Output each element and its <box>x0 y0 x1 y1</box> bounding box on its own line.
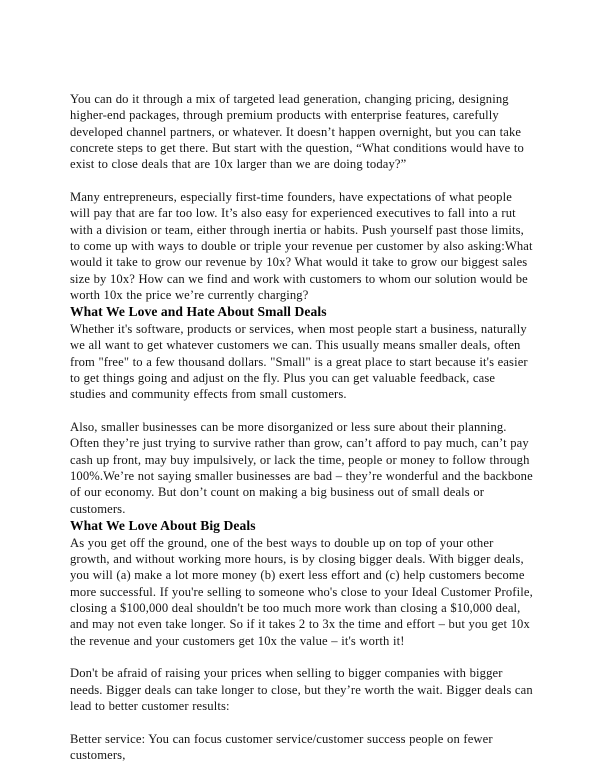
document-body <box>70 91 533 763</box>
heading-big-deals: What We Love About Big Deals <box>70 518 256 534</box>
paragraph-better-service: Better service: You can focus customer service/customer success people on fewer customers, <box>70 731 493 763</box>
paragraph-entrepreneur-expectations: Many entrepreneurs, especially first-time founders, have expectations of what people will pay that are far too low. It’s also easy for experienced executives to fall into a rut with a division or team, either through inertia or habits. Push yourself past those limits, to come up with ways to double or triple your revenue per customer by also asking:What would it take to grow our revenue by 10x? What would it take to grow our biggest sales size by 10x? How can we find and work with customers to whom our solution would be worth 10x the price we’re currently charging? <box>70 190 533 303</box>
paragraph-small-businesses-drawbacks: Also, smaller businesses can be more disorganized or less sure about their planning. Often they’re just trying to survive rather than grow, can’t afford to pay much, can’t pay cash up front, may buy impulsively, or lack the time, people or money to follow through 100%.We’re not saying smaller businesses are bad – they’re wonderful and the backbone of our economy. But don’t count on making a big business out of small deals or customers. <box>70 420 533 516</box>
paragraph-small-deals-intro: Whether it's software, products or services, when most people start a business, naturally we all want to get whatever customers we can. This usually means smaller deals, often from "free" to a few thousand dollars. "Small" is a great place to start because it's easier to get things going and adjust on the fly. Plus you can get valuable feedback, case studies and community effects from small customers. <box>70 322 528 402</box>
paragraph-big-deals-intro: As you get off the ground, one of the best ways to double up on top of your other growth, and without working more hours, is by closing bigger deals. With bigger deals, you will (a) make a lot more money (b) exert less effort and (c) help customers become more successful. If you're selling to someone who's close to your Ideal Customer Profile, closing a $100,000 deal shouldn't be too much more work than closing a $10,000 deal, and may not even take longer. So if it takes 2 to 3x the time and effort – but you get 10x the revenue and your customers get 10x the value – it's worth it! <box>70 535 533 648</box>
heading-small-deals: What We Love and Hate About Small Deals <box>70 304 327 320</box>
paragraph-targeted-lead-generation: You can do it through a mix of targeted lead generation, changing pricing, designing higher-end packages, through premium products with enterprise features, carefully developed channel partners, or whatever. It doesn’t happen overnight, but you can take concrete steps to get there. But start with the question, “What conditions would have to exist to close deals that are 10x larger than we are doing today?” <box>70 92 524 172</box>
paragraph-raising-prices: Don't be afraid of raising your prices when selling to bigger companies with bigger needs. Bigger deals can take longer to close, but they’re worth the wait. Bigger deals can lead to better customer results: <box>70 666 533 714</box>
